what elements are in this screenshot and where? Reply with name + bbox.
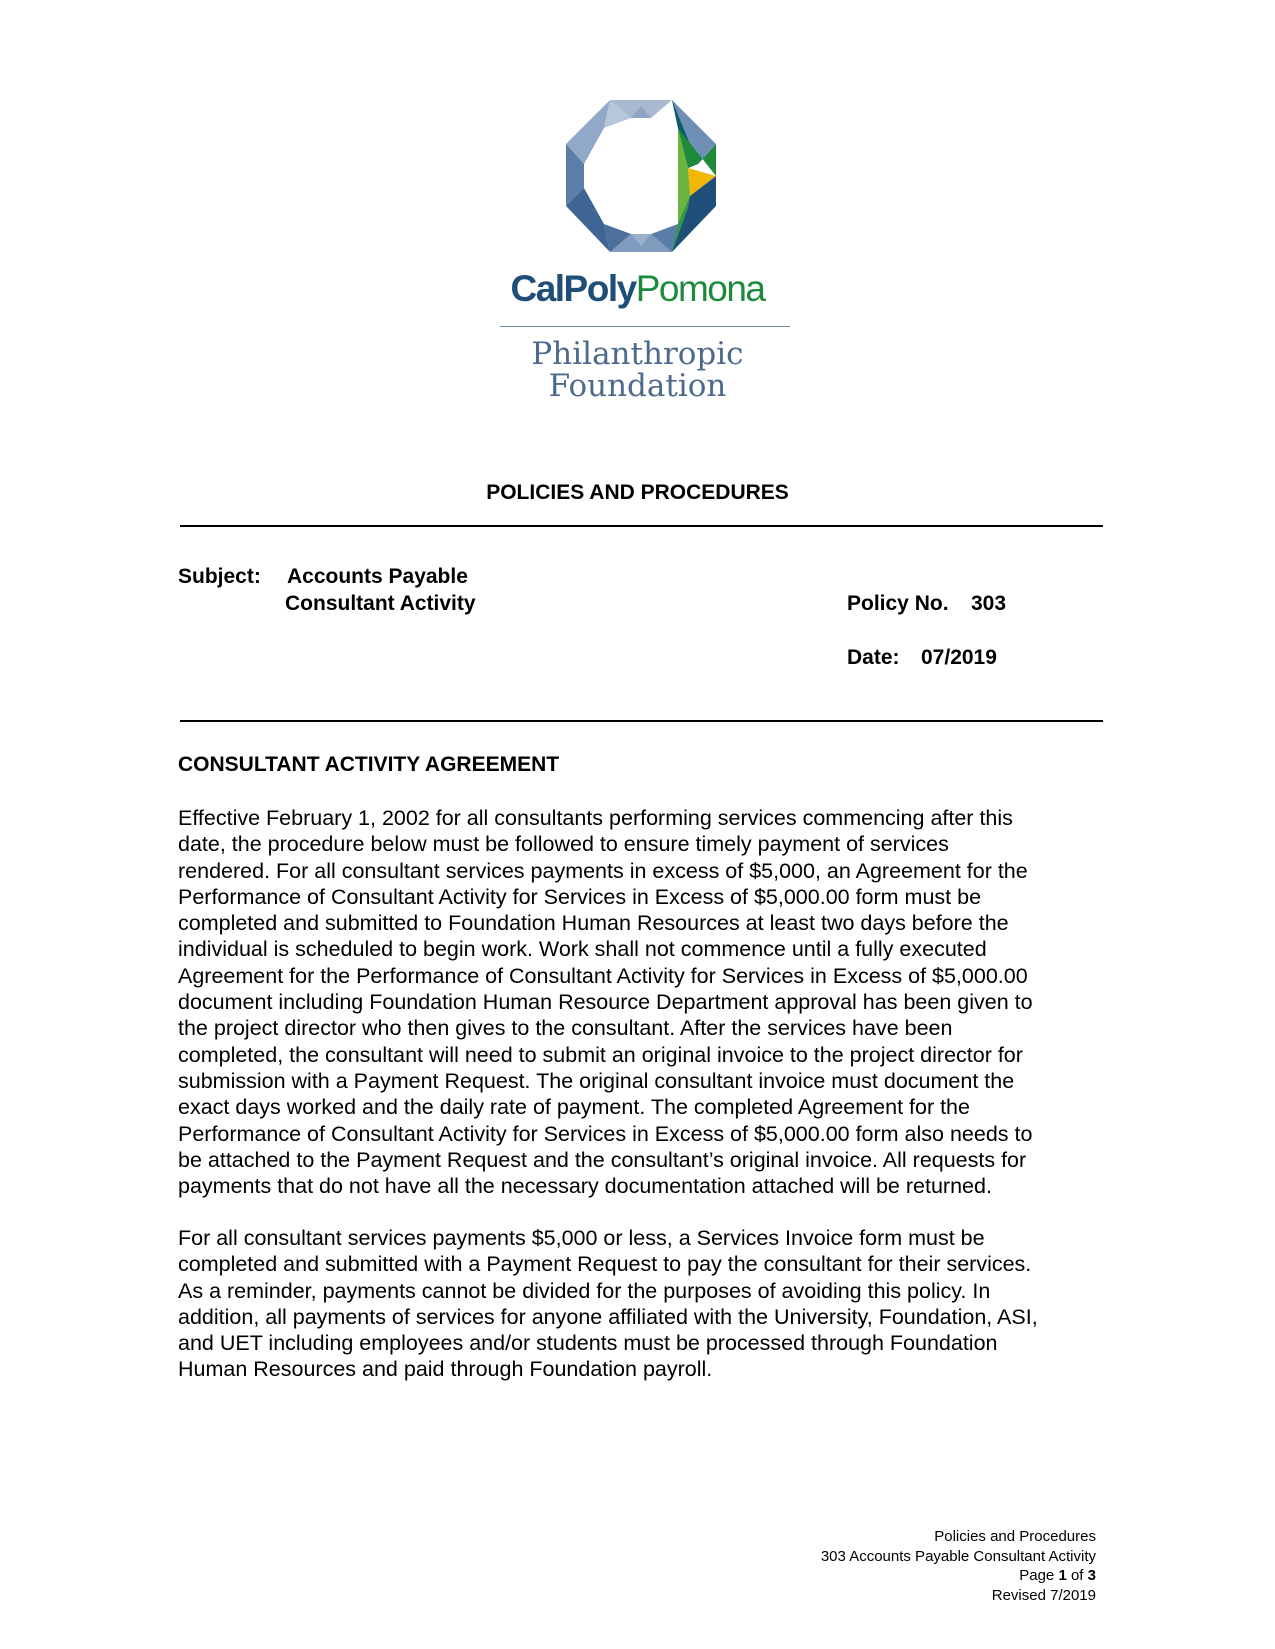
- brand-wordmark: [0, 267, 1275, 311]
- policy-number-label: Policy No.: [847, 592, 949, 615]
- paragraph-line: completed, the consultant will need to submit an original invoice to the project director for: [178, 1042, 1023, 1067]
- paragraph-line: completed and submitted to Foundation Human Resources at least two days before the: [178, 911, 1009, 936]
- paragraph-line: and UET including employees and/or students must be processed through Foundation: [178, 1331, 998, 1356]
- paragraph-line: Performance of Consultant Activity for Services in Excess of $5,000.00 form must be: [178, 884, 982, 909]
- body-paragraph-1: [178, 805, 1033, 1199]
- header-divider-bottom: [180, 720, 1103, 722]
- subject-value-line2: Consultant Activity: [285, 592, 476, 615]
- header-divider-top: [180, 525, 1103, 527]
- page-of: of: [1070, 1567, 1084, 1584]
- paragraph-line: For all consultant services payments $5,000 or less, a Services Invoice form must be: [178, 1226, 985, 1250]
- octagon-logo-icon: [560, 96, 722, 256]
- paragraph-line: date, the procedure below must be followed to ensure timely payment of services: [178, 832, 949, 857]
- paragraph-line: completed and submitted with a Payment Request to pay the consultant for their services.: [178, 1252, 1032, 1277]
- page-total: 3: [1087, 1567, 1096, 1584]
- brand-pomona: Pomona: [635, 268, 765, 309]
- date-value: 07/2019: [921, 646, 997, 669]
- paragraph-line: individual is scheduled to begin work. Work shall not commence until a fully executed: [178, 937, 987, 962]
- foundation-logo: [0, 0, 1275, 420]
- paragraph-line: payments that do not have all the necessary documentation attached will be returned.: [178, 1174, 992, 1199]
- paragraph-line: the project director who then gives to the consultant. After the services have been: [178, 1016, 953, 1041]
- page-footer: [821, 1527, 1096, 1605]
- footer-line2: 303 Accounts Payable Consultant Activity: [820, 1547, 1096, 1565]
- paragraph-line: document including Foundation Human Resource Department approval has been given to: [178, 990, 1033, 1015]
- paragraph-line: Agreement for the Performance of Consultant Activity for Services in Excess of $5,000.00: [178, 963, 1028, 988]
- paragraph-line: be attached to the Payment Request and the consultant’s original invoice. All requests for: [178, 1147, 1027, 1172]
- brand-subtitle-line1: Philanthropic: [531, 336, 744, 372]
- paragraph-line: exact days worked and the daily rate of payment. The completed Agreement for the: [178, 1095, 970, 1120]
- body-paragraph-2: [178, 1225, 1038, 1383]
- document-title: POLICIES AND PROCEDURES: [486, 481, 789, 504]
- section-heading: CONSULTANT ACTIVITY AGREEMENT: [178, 753, 560, 776]
- paragraph-line: As a reminder, payments cannot be divided for the purposes of avoiding this policy. In: [178, 1278, 991, 1303]
- footer-revised: Revised 7/2019: [991, 1586, 1096, 1604]
- paragraph-line: Effective February 1, 2002 for all consultants performing services commencing after this: [178, 806, 1013, 830]
- paragraph-line: Human Resources and paid through Foundation payroll.: [178, 1357, 713, 1382]
- subject-label: Subject:: [178, 565, 261, 588]
- paragraph-line: Performance of Consultant Activity for Services in Excess of $5,000.00 form also needs to: [178, 1121, 1033, 1146]
- footer-line1: Policies and Procedures: [934, 1528, 1096, 1545]
- page-label: Page: [1019, 1567, 1055, 1584]
- date-label: Date:: [847, 646, 900, 669]
- brand-subtitle-line2: Foundation: [548, 368, 727, 404]
- paragraph-line: submission with a Payment Request. The original consultant invoice must document the: [178, 1068, 1015, 1093]
- brand-divider: [500, 326, 790, 327]
- policy-number-value: 303: [971, 592, 1007, 615]
- page-current: 1: [1058, 1567, 1067, 1584]
- footer-page-number: [821, 1566, 1096, 1586]
- brand-calpoly: CalPoly: [510, 268, 636, 309]
- paragraph-line: rendered. For all consultant services payments in excess of $5,000, an Agreement for the: [178, 858, 1028, 883]
- paragraph-line: addition, all payments of services for anyone affiliated with the University, Foundation, ASI,: [178, 1304, 1038, 1329]
- subject-value-line1: Accounts Payable: [287, 565, 468, 588]
